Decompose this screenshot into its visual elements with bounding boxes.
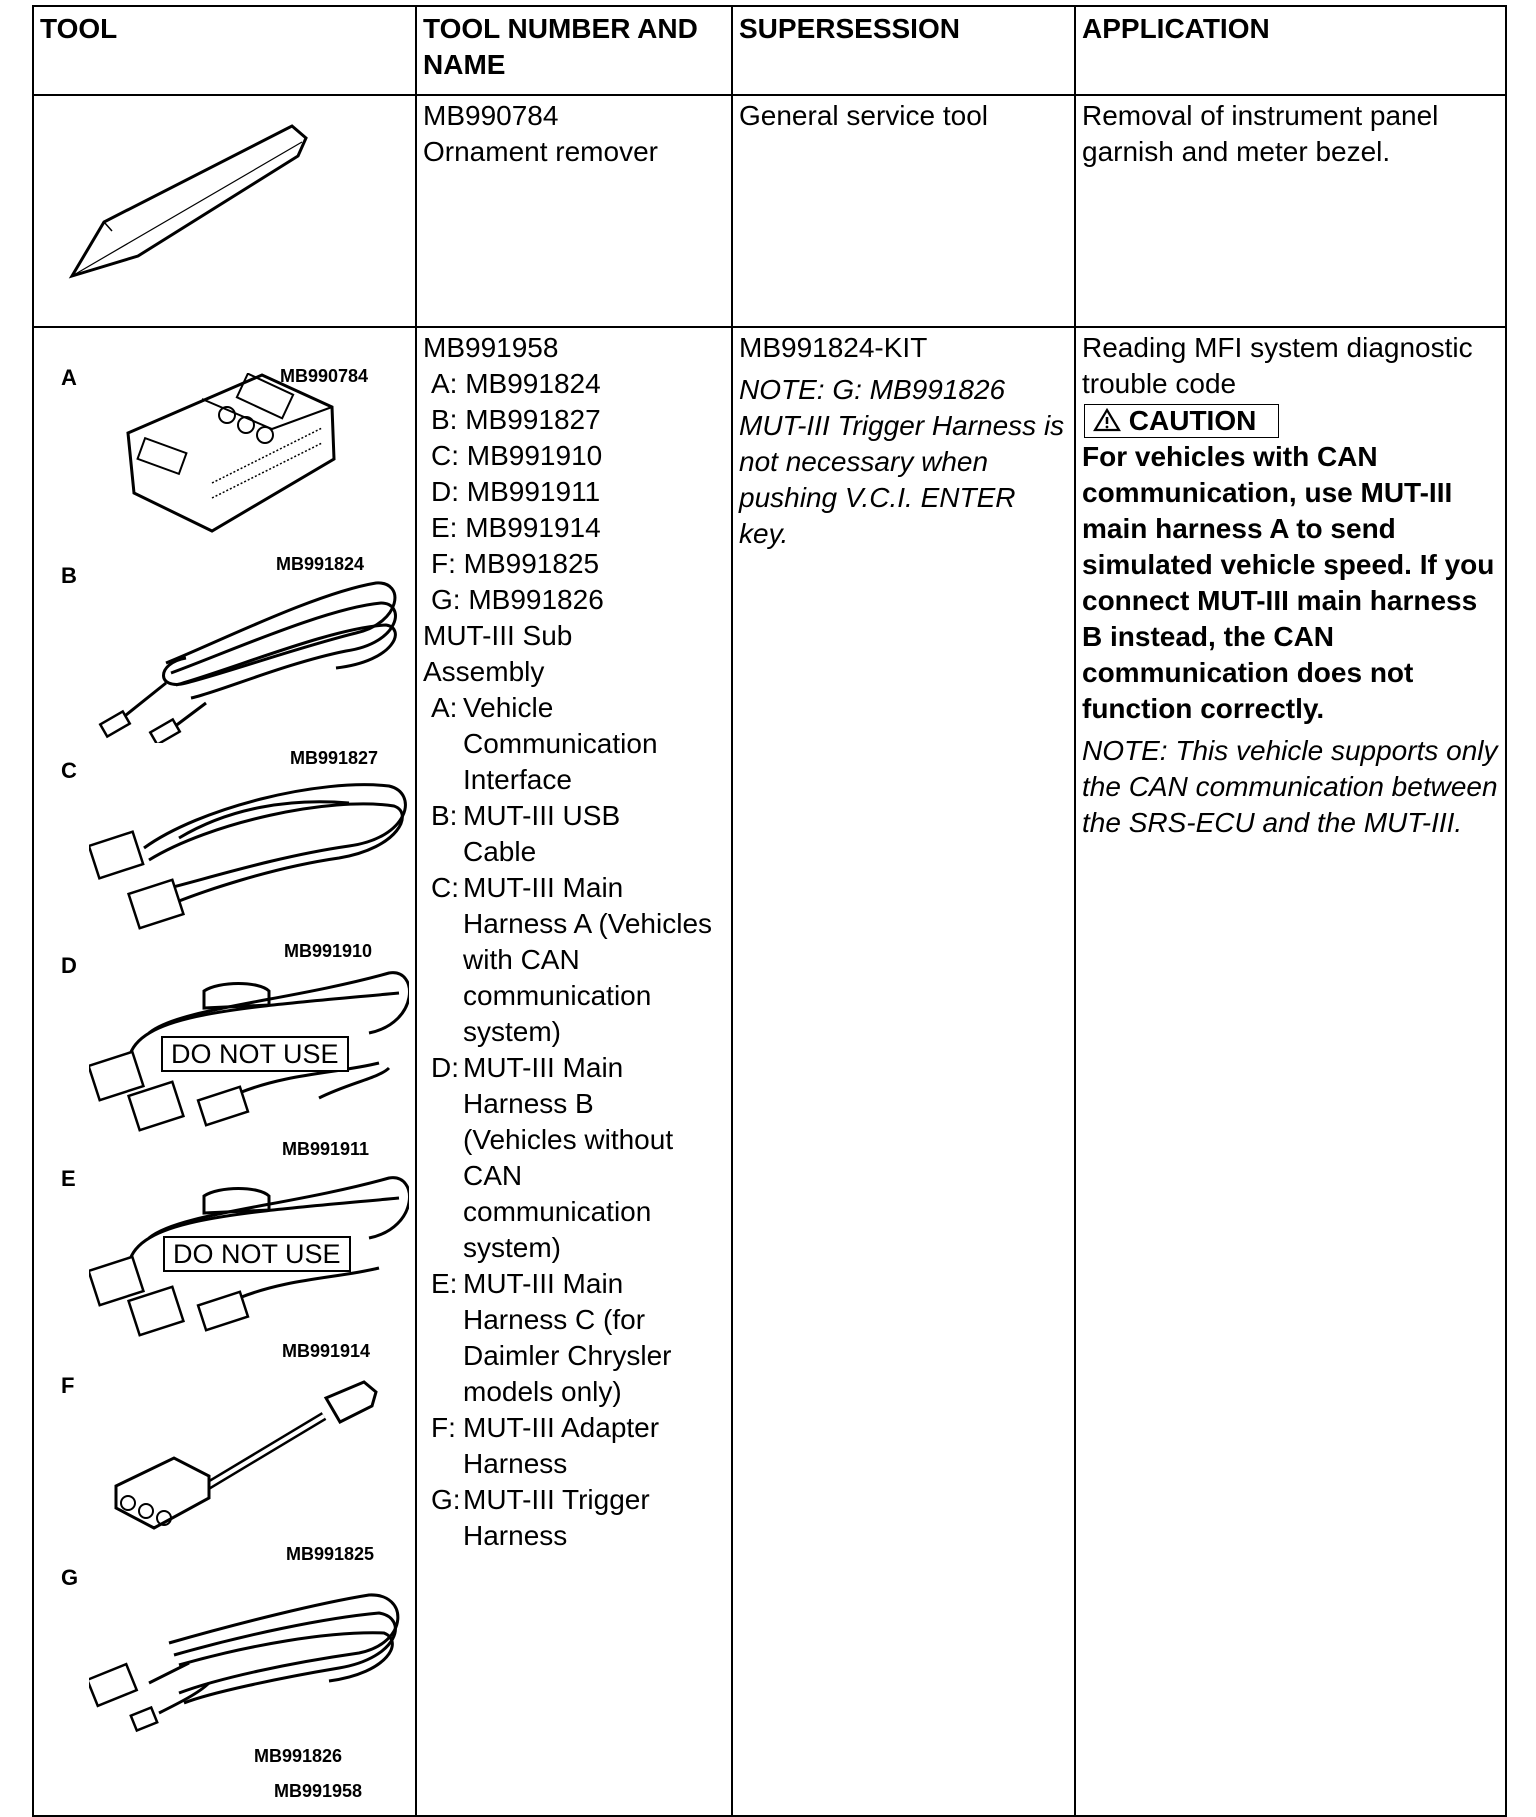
part-list	[423, 690, 725, 1554]
table-row	[33, 95, 1506, 327]
figure-letter-c: C	[61, 758, 77, 783]
part-desc: MUT-III Adapter Harness	[463, 1412, 660, 1479]
figure-label: MB991827	[290, 748, 379, 768]
table-header-row	[33, 6, 1506, 95]
header-tool: TOOL	[33, 6, 416, 95]
figure-label: MB991914	[282, 1341, 371, 1361]
figure-letter-b: B	[61, 563, 77, 588]
figure-label: MB990784	[280, 366, 369, 386]
warning-triangle-icon	[1093, 408, 1121, 432]
part-letter: E:	[431, 1268, 458, 1299]
part-item	[431, 1266, 725, 1410]
figure-letter-g: G	[61, 1565, 79, 1590]
part-letter: G:	[431, 1484, 461, 1515]
part-desc: MUT-III Main Harness B (Vehicles without CAN communication system)	[463, 1052, 674, 1263]
figure-label: MB991911	[282, 1139, 370, 1159]
header-tool-number-and-name: TOOL NUMBER AND NAME	[416, 6, 732, 95]
part-desc: MUT-III Main Harness C (for Daimler Chrysler models only)	[463, 1268, 672, 1407]
tool-figure-cell	[33, 95, 416, 386]
component-item: G: MB991826	[431, 584, 604, 615]
component-list	[423, 366, 725, 618]
tool-name: MUT-III Sub Assembly	[423, 620, 573, 687]
figure-letter-d: D	[61, 953, 77, 978]
component-item: C: MB991910	[431, 440, 603, 471]
table-row	[33, 327, 1506, 1816]
application-text: Reading MFI system diagnostic trouble code	[1082, 332, 1473, 399]
application-cell	[1075, 327, 1506, 1816]
special-tools-table	[32, 5, 1507, 1817]
main-harness-a-illustration	[89, 768, 409, 938]
vehicle-communication-interface-illustration	[122, 373, 352, 538]
supersession-cell	[732, 95, 1075, 327]
figure-letter-a: A	[61, 365, 77, 390]
figure-label: MB991826	[254, 1746, 343, 1766]
part-item	[431, 1410, 725, 1482]
supersession-text: MB991824-KIT	[739, 332, 928, 363]
part-desc: Vehicle Communication Interface	[463, 692, 658, 795]
adapter-harness-illustration	[114, 1378, 394, 1548]
figure-letter-f: F	[61, 1373, 75, 1398]
part-letter: B:	[431, 800, 458, 831]
caution-label: CAUTION	[1128, 405, 1257, 436]
component-item: F: MB991825	[431, 548, 600, 579]
part-letter: C:	[431, 872, 459, 903]
component-item: D: MB991911	[431, 476, 601, 507]
component-item: E: MB991914	[431, 512, 601, 543]
part-letter: D:	[431, 1052, 459, 1083]
header-supersession: SUPERSESSION	[732, 6, 1075, 95]
caution-badge	[1084, 404, 1279, 438]
application-note: NOTE: This vehicle supports only the CAN communication between the SRS-ECU and the MUT-III.	[1082, 735, 1498, 838]
part-item	[431, 1482, 725, 1554]
header-application: APPLICATION	[1075, 6, 1506, 95]
part-item	[431, 870, 725, 1050]
ornament-remover-illustration	[64, 118, 324, 288]
component-item: A: MB991824	[431, 368, 601, 399]
figure-label: MB991910	[284, 941, 373, 961]
tool-number-cell	[416, 327, 732, 1816]
part-letter: A:	[431, 692, 458, 723]
supersession-text: General service tool	[739, 100, 989, 131]
tool-set-label: MB991958	[274, 1781, 363, 1801]
tool-number-cell	[416, 95, 732, 327]
tool-name: Ornament remover	[423, 136, 658, 167]
tool-number: MB991958	[423, 332, 559, 363]
part-item	[431, 798, 725, 870]
do-not-use-stamp: DO NOT USE	[163, 1236, 351, 1272]
application-text: Removal of instrument panel garnish and meter bezel.	[1082, 100, 1439, 167]
part-item	[431, 1050, 725, 1266]
supersession-note: NOTE: G: MB991826 MUT-III Trigger Harness is not necessary when pushing V.C.I. ENTER key.	[739, 374, 1065, 549]
tool-number: MB990784	[423, 100, 559, 131]
tool-figure-cell	[33, 327, 416, 1816]
application-cell	[1075, 95, 1506, 327]
component-item: B: MB991827	[431, 404, 601, 435]
part-desc: MUT-III USB Cable	[463, 800, 621, 867]
part-item	[431, 690, 725, 798]
usb-cable-illustration	[96, 573, 406, 743]
figure-letter-e: E	[61, 1166, 76, 1191]
figure-label: MB991825	[286, 1544, 375, 1564]
caution-text: For vehicles with CAN communication, use MUT-III main harness A to send simulated vehicle speed. If you connect MUT-III main harness B instead, the CAN communication does not function correctly.	[1082, 441, 1495, 724]
trigger-harness-illustration	[89, 1583, 409, 1743]
figure-label: MB991824	[276, 554, 365, 574]
part-letter: F:	[431, 1412, 456, 1443]
part-desc: MUT-III Trigger Harness	[463, 1484, 650, 1551]
supersession-cell	[732, 327, 1075, 1816]
part-desc: MUT-III Main Harness A (Vehicles with CAN communication system)	[463, 872, 713, 1047]
do-not-use-stamp: DO NOT USE	[161, 1036, 349, 1072]
